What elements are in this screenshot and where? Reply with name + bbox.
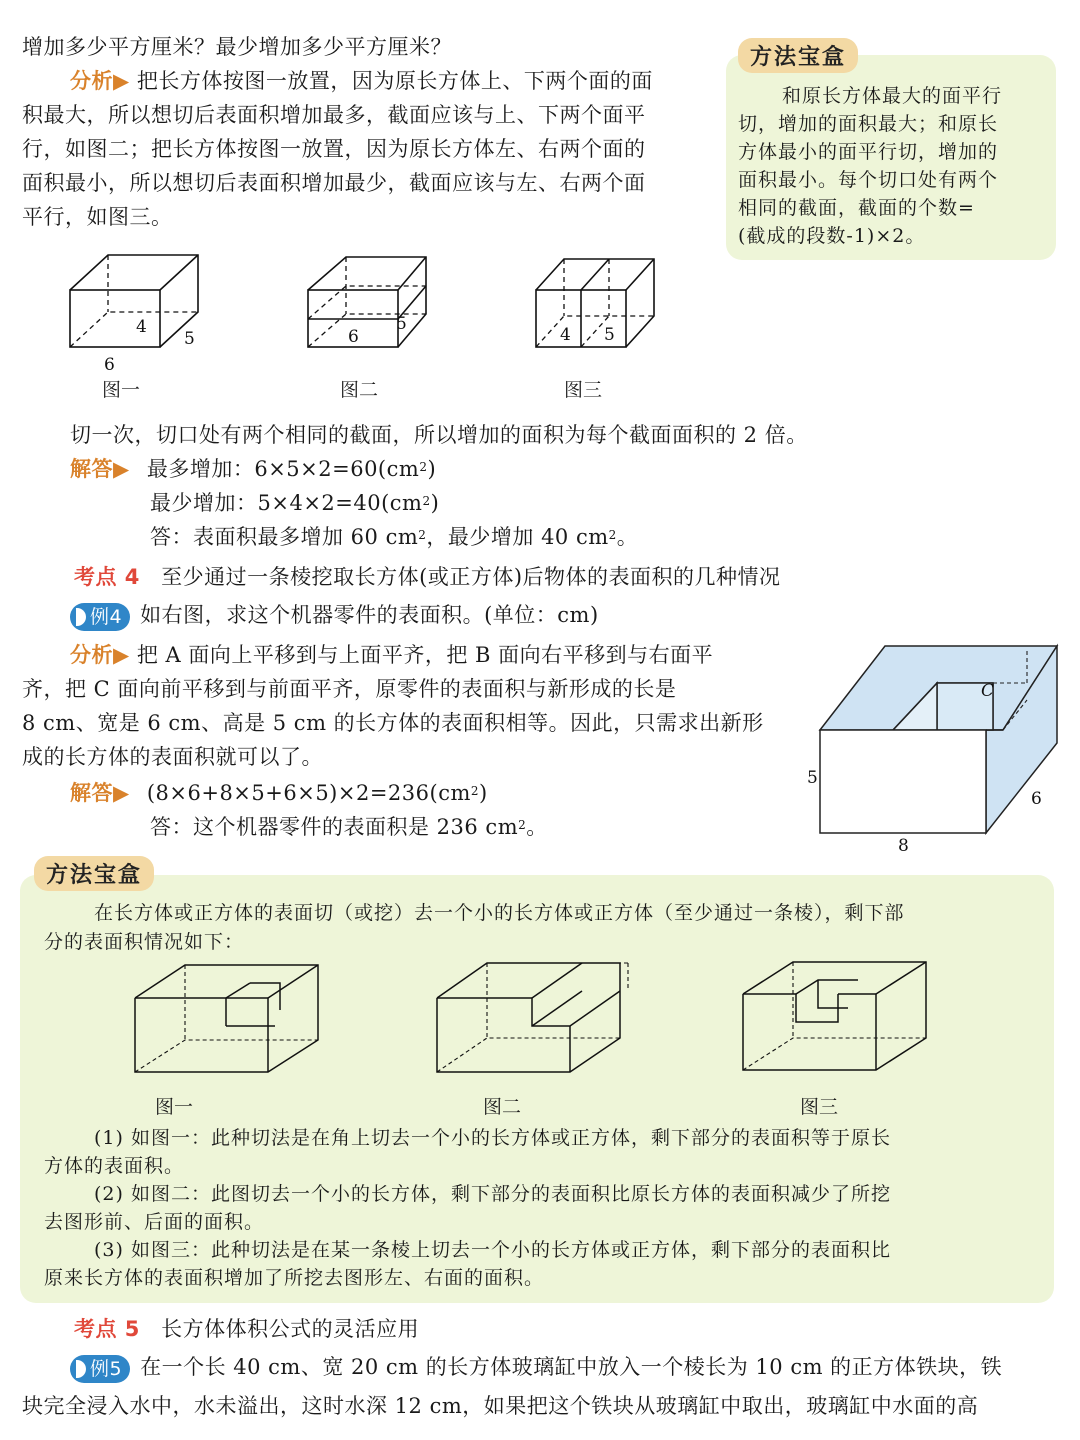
tip-fig2-caption: 图二	[483, 1096, 522, 1118]
tip2-item-2a: (2) 如图二：此图切去一个小的长方体，剩下部分的表面积比原长方体的表面积减少了所挖	[94, 1183, 891, 1205]
analysis-line-1	[70, 64, 653, 98]
fig1-dim-5: 5	[184, 329, 195, 349]
ex4-analysis-line-4: 成的长方体的表面积就可以了。	[22, 745, 323, 769]
tip-fig1-caption: 图一	[155, 1096, 194, 1118]
fig1-caption: 图一	[102, 379, 141, 401]
fig3-caption: 图三	[564, 379, 603, 401]
tip-figure-3	[738, 958, 938, 1088]
question-text: 增加多少平方厘米？最少增加多少平方厘米？	[22, 35, 452, 59]
example-5-badge: 例5	[70, 1355, 130, 1383]
fig2-dim-6: 6	[348, 327, 359, 347]
fig1-dim-4: 4	[136, 317, 147, 337]
ex4-analysis-line-1: 分析▶ 把 A 面向上平移到与上面平齐，把 B 面向右平移到与右面平	[70, 643, 714, 667]
method-tip-title-1: 方法宝盒	[738, 38, 858, 73]
tip-figure-2	[432, 958, 642, 1088]
tip2-item-3b: 原来长方体的表面积增加了所挖去图形左、右面的面积。	[44, 1267, 545, 1289]
cuboid-figure-2	[298, 245, 478, 375]
tip1-line-2: 切，增加的面积最大；和原长	[738, 113, 999, 135]
tip2-item-3a: (3) 如图三：此种切法是在某一条棱上切去一个小的长方体或正方体，剩下部分的表面积比	[94, 1239, 891, 1261]
tip1-line-5: 相同的截面，截面的个数=	[738, 197, 975, 219]
example-4-badge: 例4	[70, 603, 130, 631]
ex4-answer: 解答▶ $(8\times 6+8\times 5+6\times 5)\times 2=236(cm^2)$	[70, 781, 488, 805]
example-5-line-1: 例5 在一个长 40 cm、宽 20 cm 的长方体玻璃缸中放入一个棱长为 10 cm 的正方体铁块，铁	[70, 1350, 1002, 1384]
tip2-item-1a: (1) 如图一：此种切法是在角上切去一个小的长方体或正方体，剩下部分的表面积等于原长	[94, 1127, 891, 1149]
kaodian-4	[74, 560, 781, 594]
tip1-line-6: (截成的段数-1)×2。	[738, 225, 926, 247]
analysis-label: 分析▶	[70, 69, 130, 93]
ex4-analysis-label: 分析▶	[70, 643, 130, 667]
fig3-dim-5: 5	[604, 325, 615, 345]
length-label: 8	[898, 836, 909, 856]
height-label: 5	[807, 768, 818, 788]
fig2-dim-5: 5	[396, 314, 407, 334]
kaodian-4-title: 至少通过一条棱挖取长方体(或正方体)后物体的表面积的几种情况	[161, 565, 781, 589]
analysis-line-2: 积最大，所以想切后表面积增加最多，截面应该与上、下两个面平	[22, 103, 646, 127]
answer-line-1: 解答▶ 最多增加：$6\times 5\times 2=60(cm^2)$	[70, 457, 437, 481]
cuboid-figure-3	[526, 245, 706, 375]
answer-line-3: 答：表面积最多增加 60 $cm^2$，最少增加 40 $cm^2$。	[150, 525, 639, 549]
answer-label: 解答▶	[70, 457, 130, 481]
width-label: 6	[1031, 789, 1042, 809]
fig3-dim-4: 4	[560, 325, 571, 345]
tip2-intro-1: 在长方体或正方体的表面切（或挖）去一个小的长方体或正方体（至少通过一条棱），剩下部	[94, 902, 905, 924]
tip2-item-2b: 去图形前、后面的面积。	[44, 1211, 265, 1233]
kaodian-4-label: 考点 4	[74, 565, 140, 589]
tip1-line-3: 方体最小的面平行切，增加的	[738, 141, 999, 163]
ex4-conclusion: 答：这个机器零件的表面积是 236 $cm^2$。	[150, 815, 548, 839]
tip-fig3-caption: 图三	[800, 1096, 839, 1118]
tip1-line-1: 和原长方体最大的面平行	[782, 85, 1003, 107]
method-tip-title-2: 方法宝盒	[34, 856, 154, 891]
analysis-line-5: 平行，如图三。	[22, 205, 173, 229]
ex4-analysis-line-3: 8 cm、宽是 6 cm、高是 5 cm 的长方体的表面积相等。因此，只需求出新形	[22, 711, 764, 735]
kaodian-5-title: 长方体体积公式的灵活应用	[161, 1317, 420, 1341]
tip1-line-4: 面积最小。每个切口处有两个	[738, 169, 999, 191]
tip2-item-1b: 方体的表面积。	[44, 1155, 185, 1177]
cuboid-figure-1	[60, 245, 240, 375]
answer-line-2: 最少增加：$5\times 4\times 2=40(cm^2)$	[150, 491, 440, 515]
kaodian-5-label: 考点 5	[74, 1317, 140, 1341]
face-c-label: C	[981, 681, 995, 701]
fig2-caption: 图二	[340, 379, 379, 401]
analysis-text: 把长方体按图一放置，因为原长方体上、下两个面的面	[136, 69, 653, 93]
kaodian-5	[74, 1312, 419, 1346]
example-4: 例4 如右图，求这个机器零件的表面积。(单位：cm)	[70, 598, 599, 632]
tip2-intro-2: 分的表面积情况如下：	[44, 931, 245, 953]
analysis-line-3: 行，如图二；把长方体按图一放置，因为原长方体左、右两个面的	[22, 137, 646, 161]
cut-note: 切一次，切口处有两个相同的截面，所以增加的面积为每个截面面积的 2 倍。	[70, 423, 808, 447]
ex4-analysis-line-2: 齐，把 C 面向前平移到与前面平齐，原零件的表面积与新形成的长是	[22, 677, 677, 701]
ex4-answer-label: 解答▶	[70, 781, 130, 805]
machine-part-figure	[805, 638, 1065, 858]
analysis-line-4: 面积最小，所以想切后表面积增加最少，截面应该与左、右两个面	[22, 171, 646, 195]
fig1-dim-6: 6	[104, 355, 115, 375]
tip-figure-1	[130, 960, 330, 1090]
example-5-line-2: 块完全浸入水中，水未溢出，这时水深 12 cm，如果把这个铁块从玻璃缸中取出，玻璃缸中水面的高	[22, 1394, 979, 1418]
